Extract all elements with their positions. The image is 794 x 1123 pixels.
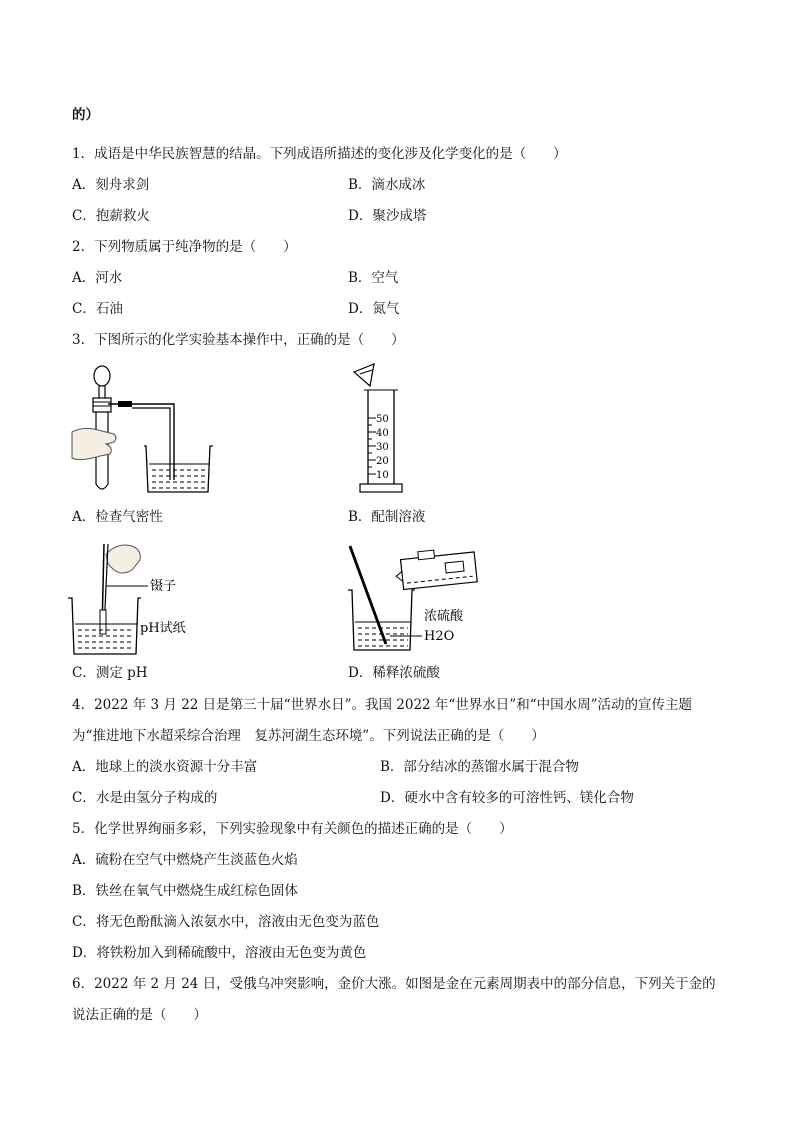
q3-option-a: A．检查气密性 <box>72 509 163 525</box>
q1-option-a: A．刻舟求剑 <box>72 177 150 193</box>
question-2-stem: 2．下列物质属于纯净物的是（ ） <box>72 239 297 255</box>
q5-option-d: D．将铁粉加入到稀硫酸中，溶液由无色变为黄色 <box>72 945 367 961</box>
measuring-cylinder-figure <box>350 360 420 498</box>
question-6-stem-line2: 说法正确的是（ ） <box>72 1007 207 1023</box>
q2-option-b: B．空气 <box>348 270 399 286</box>
tick-label-10: 10 <box>376 470 389 481</box>
tick-label-20: 20 <box>376 456 389 467</box>
tweezers-label: 镊子 <box>150 579 177 594</box>
q4-option-a: A．地球上的淡水资源十分丰富 <box>72 759 258 775</box>
question-1-stem: 1．成语是中华民族智慧的结晶。下列成语所描述的变化涉及化学变化的是（ ） <box>72 146 567 162</box>
q4-option-b: B．部分结冰的蒸馏水属于混合物 <box>380 759 579 775</box>
q1-option-d: D．聚沙成塔 <box>348 208 427 224</box>
water-label: H2O <box>424 629 455 644</box>
q1-option-c: C．抱薪救火 <box>72 208 150 224</box>
dilute-sulfuric-acid-figure <box>346 542 486 658</box>
question-6-stem-line1: 6．2022 年 2 月 24 日，受俄乌冲突影响，金价大涨。如图是金在元素周期表中的部分信息，下列关于金的 <box>72 976 716 992</box>
q2-option-a: A．河水 <box>72 270 123 286</box>
page-header-fragment: 的） <box>72 107 99 123</box>
q1-option-b: B．滴水成冰 <box>348 177 426 193</box>
q5-option-a: A．硫粉在空气中燃烧产生淡蓝色火焰 <box>72 852 298 868</box>
q4-option-c: C．水是由氢分子构成的 <box>72 790 218 806</box>
q4-option-d: D．硬水中含有较多的可溶性钙、镁化合物 <box>380 790 634 806</box>
question-4-stem-line1: 4．2022 年 3 月 22 日是第三十届“世界水日”。我国 2022 年“世界水日”和“中国水周”活动的宣传主题 <box>72 697 693 713</box>
question-5-stem: 5．化学世界绚丽多彩，下列实验现象中有关颜色的描述正确的是（ ） <box>72 821 513 837</box>
q5-option-c: C．将无色酚酞滴入浓氨水中，溶液由无色变为蓝色 <box>72 914 380 930</box>
ph-measurement-figure <box>66 540 206 660</box>
concentrated-acid-label: 浓硫酸 <box>424 609 464 624</box>
airtightness-check-figure <box>70 362 220 497</box>
q3-option-d: D．稀释浓硫酸 <box>348 665 440 681</box>
q3-option-c: C．测定 pH <box>72 665 148 681</box>
q3-option-b: B．配制溶液 <box>348 509 426 525</box>
q2-option-c: C．石油 <box>72 301 123 317</box>
tick-label-30: 30 <box>376 442 389 453</box>
tick-label-50: 50 <box>376 414 389 425</box>
q2-option-d: D．氮气 <box>348 301 400 317</box>
q5-option-b: B．铁丝在氧气中燃烧生成红棕色固体 <box>72 883 298 899</box>
ph-paper-label: pH试纸 <box>140 621 186 636</box>
tick-label-40: 40 <box>376 428 389 439</box>
question-4-stem-line2: 为“推进地下水超采综合治理 复苏河湖生态环境”。下列说法正确的是（ ） <box>72 728 545 744</box>
question-3-stem: 3．下图所示的化学实验基本操作中，正确的是（ ） <box>72 332 405 348</box>
